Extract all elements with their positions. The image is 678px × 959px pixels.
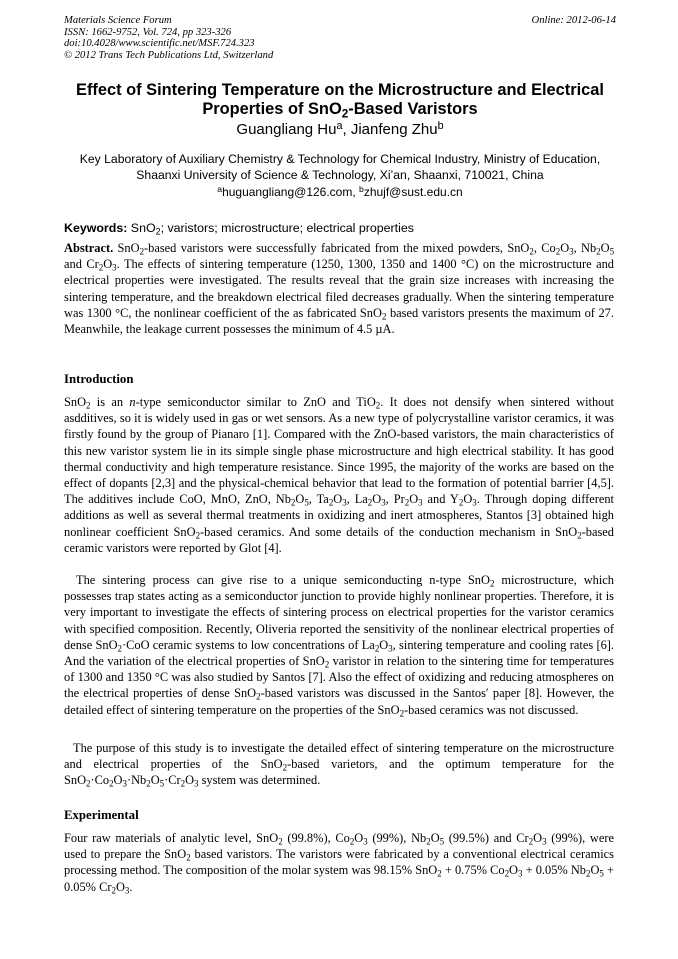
email-a[interactable]: huguangliang@126.com — [222, 185, 353, 199]
experimental-paragraph-1: Four raw materials of analytic level, SnO$_2$ (99.8%), $Co_2O_3$ (99%), $Nb_2O_5$ (99.5%) and $Cr_2O_3$ (99%), were used to prepare the SnO$_2$ based varistors. The varistors were fabricated by a conventional electrical ceramics processing method. The composition of the molar system was 98.15% SnO$_2$ + 0.75% $Co_2O_3 + 0.05\%$ $Nb_2O_5 + 0.05\%$ $Cr_2O_3$. — [64, 831, 614, 896]
author-emails: $^a$huguangliang@126.com, $^b$zhujf@sust.edu.cn — [217, 184, 463, 199]
abstract: Abstract. SnO$_2$-based varistors were successfully fabricated from the mixed powders, SnO$_2$, $Co_2O_3$, $Nb_2O_5$ and $Cr_2O_3$. The effects of sintering temperature (1250, 1300, 1350 and 1400 °C) on the microstructure and electrical properties were investigated. The results reveal that the grain size increases with increasing the sintering temperature, and the breakdown electrical filed decreases gradually. When the sintering temperature was 1300 °C, the nonlinear coefficient of the as fabricated SnO$_2$ based varistors presents the maximum of 27. Meanwhile, the leakage current possesses the minimum of 4.5 µA. — [64, 241, 615, 337]
introduction-paragraph-2: The sintering process can give rise to a unique semiconducting n-type SnO$_2$ microstructure, which possesses trap states acting as a semiconductor junction to provide highly nonlinear properties. Therefore, it is very important to investigate the effects of sintering process on electrical properties for the varistor ceramics with specified composition. Recently, Oliveria reported the sensitivity of the nonlinear electrical properties of dense SnO$_2$·CoO ceramic systems to low concentrations of $La_2O_3$, sintering temperature and cooling rates [6]. And the variation of the electrical properties of SnO$_2$ varistor in relation to the sintering time for temperatures of 1300 and 1350 °C was also studied by Santos [7]. Also the effect of oxidizing and reducing atmospheres on the electrical properties of dense SnO$_2$-based varistors was discussed in the Santos′ paper [8]. However, the detailed effect of sintering temperature on the properties of the SnO$_2$-based ceramics was not discussed. — [64, 573, 614, 719]
title-line-2: Properties of SnO$_2$-Based Varistors — [202, 100, 478, 121]
author-1: Guangliang Hu — [236, 121, 337, 138]
paper-title — [64, 81, 616, 119]
keywords: Keywords: SnO$_2$; varistors; microstructure; electrical properties — [64, 221, 414, 237]
affiliation-line-1: Key Laboratory of Auxiliary Chemistry & Technology for Chemical Industry, Ministry of Education, — [79, 152, 601, 166]
journal-copyright: © 2012 Trans Tech Publications Ltd, Switzerland — [64, 49, 274, 61]
author-2: Jianfeng Zhu — [350, 121, 438, 138]
abstract-label: Abstract. — [64, 241, 114, 255]
title-line-1: Effect of Sintering Temperature on the Microstructure and Electrical — [76, 81, 604, 99]
online-date: Online: 2012-06-14 — [531, 15, 616, 26]
journal-header — [64, 15, 616, 61]
experimental-heading: Experimental — [64, 808, 139, 822]
introduction-paragraph-1: SnO$_2$ is an n-type semiconductor similar to ZnO and TiO$_2$. It does not densify when sintered without asdditives, so it is widely used in gas or wet sensors. As a new type of polycrystalline varistor ceramics, it was firstly found by the group of Pianaro [1]. Compared with the ZnO-based varistors, the main characteristics of this new varistor system lie in its simple single phase microstructure and high electrical stability. It has good thermal conductivity and high temperature resistance. Since 1995, the majority of the works are based on the effect of dopants [2,3] and the physical-chemical behavior that lead to the formation of potential barrier [4,5]. The additives include CoO, MnO, ZnO, $Nb_2O_5$, $Ta_2O_3$, $La_2O_3$, $Pr_2O_3$ and $Y_2O_3$. Through doping different additions as well as several thermal treatments in oxidizing and inert atmospheres, Stantos [3] obtained high nonlinear coefficient SnO$_2$-based ceramics. And some details of the conduction mechanism in SnO$_2$-based ceramic varistors were reported by Glot [4]. — [64, 395, 615, 555]
affiliation — [50, 151, 630, 183]
journal-name: Materials Science Forum — [64, 15, 172, 26]
journal-issn: ISSN: 1662-9752, Vol. 724, pp 323-326 — [64, 26, 232, 38]
journal-doi: doi:10.4028/www.scientific.net/MSF.724.323 — [64, 38, 255, 50]
introduction-heading: Introduction — [64, 372, 134, 386]
keywords-label: Keywords: — [64, 221, 128, 235]
authors: Guangliang Hu$^a$, Jianfeng Zhu$^b$ — [236, 120, 444, 138]
introduction-paragraph-3: The purpose of this study is to investigate the detailed effect of sintering temperature on the microstructure and electrical properties of the SnO$_2$-based varietors, and the optimum temperature for the $SnO_2\cdot Co_2O_3\cdot Nb_2O_5\cdot Cr_2O_3$ system was determined. — [64, 741, 614, 789]
affiliation-line-2: Shaanxi University of Science & Technology, Xi’an, Shaanxi, 710021, China — [136, 168, 544, 182]
email-b[interactable]: zhujf@sust.edu.cn — [363, 185, 463, 199]
